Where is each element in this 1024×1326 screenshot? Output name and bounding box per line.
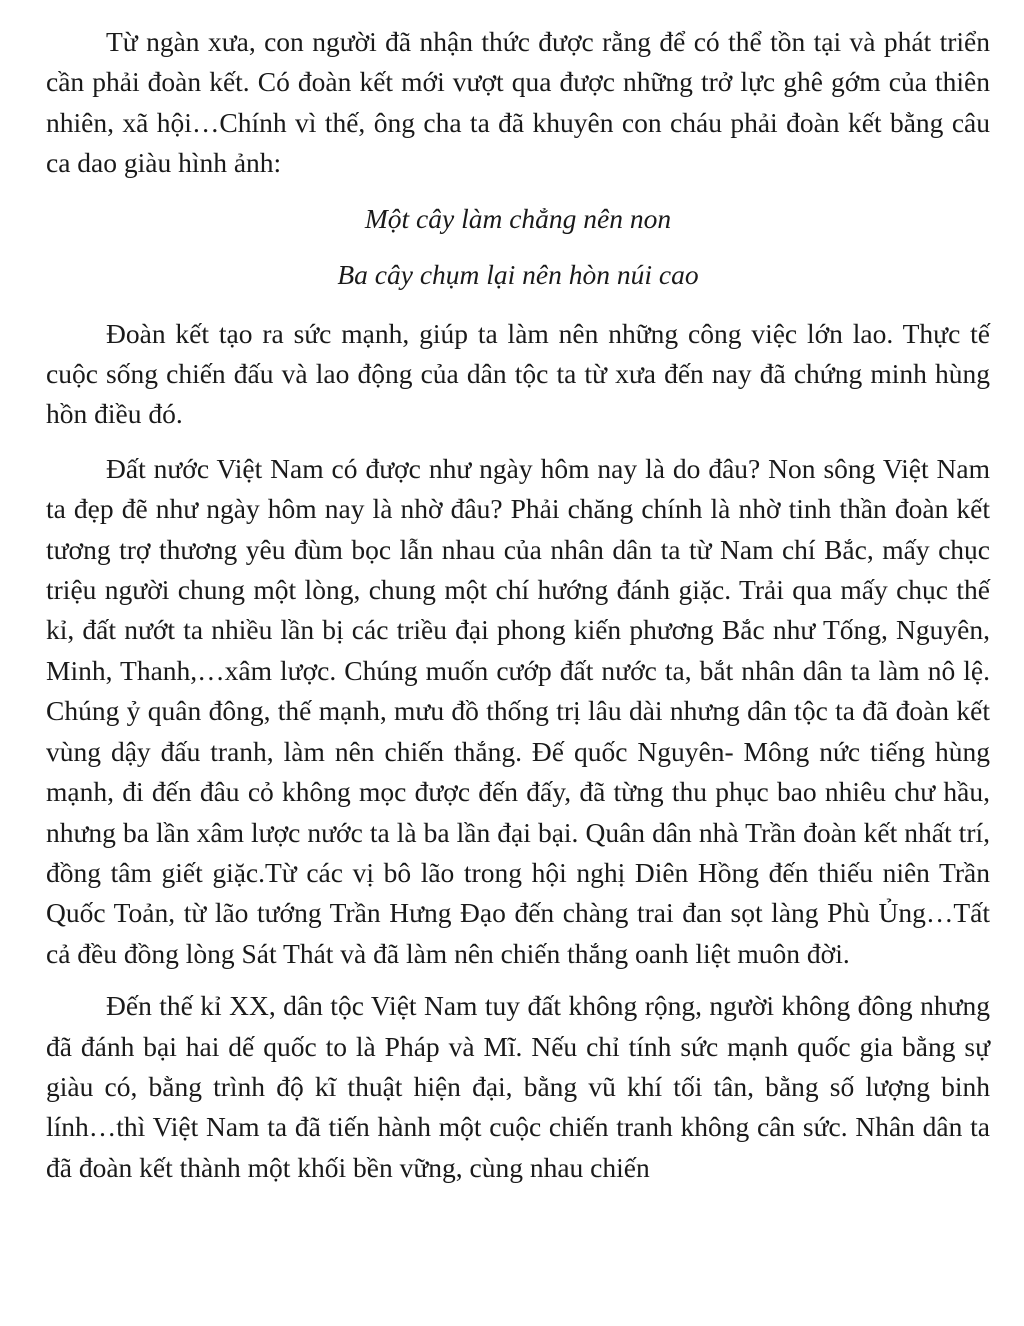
paragraph-strength: Đoàn kết tạo ra sức mạnh, giúp ta làm nên những công việc lớn lao. Thực tế cuộc sống chiến đấu và lao động của dân tộc ta từ xưa đến nay đã chứng minh hùng hồn điều đó. [46,317,990,430]
paragraph-history: Đất nước Việt Nam có được như ngày hôm nay là do đâu? Non sông Việt Nam ta đẹp đẽ như ngày hôm nay là nhờ đâu? Phải chăng chính là nhờ tinh thần đoàn kết tương trợ thương yêu đùm bọc lẫn nhau của nhân dân ta từ Nam chí Bắc, mấy chục triệu người chung một lòng, chung một chí hướng đánh giặc. Trải qua mấy chục thế kỉ, đất nướt ta nhiều lần bị các triều đại phong kiến phương Bắc như Tống, Nguyên, Minh, Thanh,…xâm lược. Chúng muốn cướp đất nước ta, bắt nhân dân ta làm nô lệ. Chúng ỷ quân đông, thế mạnh, mưu đồ thống trị lâu dài nhưng dân tộc ta đã đoàn kết vùng dậy đấu tranh, làm nên chiến thắng. Đế quốc Nguyên- Mông nức tiếng hùng mạnh, đi đến đâu cỏ không mọc được đến đấy, đã từng thu phục bao nhiêu chư hầu, nhưng ba lần xâm lược nước ta là ba lần đại bại. Quân dân nhà Trần đoàn kết nhất trí, đồng tâm giết giặc.Từ các vị bô lão trong hội nghị Diên Hồng đến thiếu niên Trần Quốc Toản, từ lão tướng Trần Hưng Đạo đến chàng trai đan sọt làng Phù Ủng…Tất cả đều đồng lòng Sát Thát và đã làm nên chiến thắng oanh liệt muôn đời. [46,452,990,969]
document-page [46,22,990,1200]
proverb-line-1: Một cây làm chẳng nên non [364,202,672,234]
paragraph-twentieth-century: Đến thế kỉ XX, dân tộc Việt Nam tuy đất không rộng, người không đông nhưng đã đánh bại hai dế quốc to là Pháp và Mĩ. Nếu chỉ tính sức mạnh quốc gia bằng sự giàu có, bằng trình độ kĩ thuật hiện đại, bằng vũ khí tối tân, bằng số lượng binh lính…thì Việt Nam ta đã tiến hành một cuộc chiến tranh không cân sức. Nhân dân ta đã đoàn kết thành một khối bền vững, cùng nhau chiến [46,990,990,1183]
paragraph-intro: Từ ngàn xưa, con người đã nhận thức được rằng để có thể tồn tại và phát triển cần phải đoàn kết. Có đoàn kết mới vượt qua được những trở lực ghê gớm của thiên nhiên, xã hội…Chính vì thế, ông cha ta đã khuyên con cháu phải đoàn kết bằng câu ca dao giàu hình ảnh: [46,26,990,179]
proverb-line-2: Ba cây chụm lại nên hòn núi cao [337,258,699,290]
